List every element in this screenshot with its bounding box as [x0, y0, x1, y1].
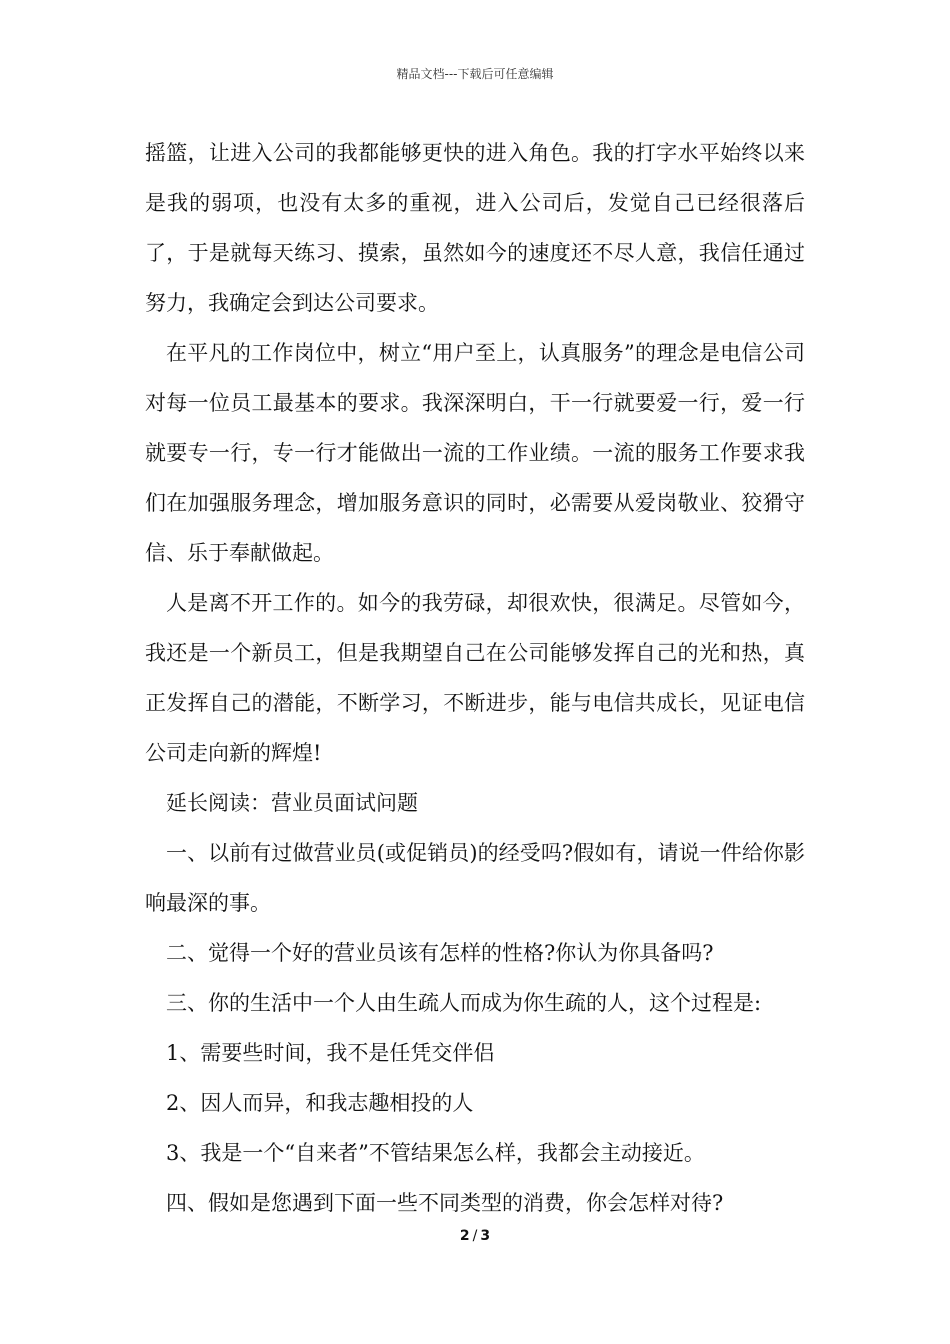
page-current: 2	[459, 1228, 470, 1244]
extended-reading-heading: 延长阅读：营业员面试问题	[166, 791, 418, 815]
question-4: 四、假如是您遇到下面一些不同类型的消费，你会怎样对待?	[166, 1191, 724, 1215]
header-text: 精品文档---下载后可任意编辑	[396, 67, 554, 81]
page-total: 3	[480, 1228, 491, 1244]
page-number	[0, 1226, 950, 1246]
paragraph-2: 在平凡的工作岗位中，树立“用户至上，认真服务”的理念是电信公司对每一位员工最基本的要求。我深深明白，干一行就要爱一行，爱一行就要专一行，专一行才能做出一流的工作业绩。一流的服务工作要求我们在加强服务理念，增加服务意识的同时，必需要从爱岗敬业、狡猾守信、乐于奉献做起。	[145, 341, 805, 565]
answer-option-1: 1、需要些时间，我不是任凭交伴侣	[166, 1041, 495, 1065]
answer-option-2: 2、因人而异，和我志趣相投的人	[166, 1091, 474, 1115]
paragraph-1: 摇篮，让进入公司的我都能够更快的进入角色。我的打字水平始终以来是我的弱项，也没有太多的重视，进入公司后，发觉自己已经很落后了，于是就每天练习、摸索，虽然如今的速度还不尽人意，我信任通过努力，我确定会到达公司要求。	[145, 141, 805, 315]
paragraph-3: 人是离不开工作的。如今的我劳碌，却很欢快，很满足。尽管如今，我还是一个新员工，但是我期望自己在公司能够发挥自己的光和热，真正发挥自己的潜能，不断学习，不断进步，能与电信共成长，见证电信公司走向新的辉煌!	[145, 591, 805, 765]
answer-option-3: 3、我是一个“自来者”不管结果怎么样，我都会主动接近。	[166, 1141, 705, 1165]
document-body	[145, 128, 805, 1228]
page-separator: /	[472, 1228, 478, 1244]
question-1: 一、以前有过做营业员(或促销员)的经受吗?假如有，请说一件给你影响最深的事。	[145, 841, 805, 915]
question-2: 二、觉得一个好的营业员该有怎样的性格?你认为你具备吗?	[166, 941, 714, 965]
page-header	[0, 66, 950, 82]
question-3: 三、你的生活中一个人由生疏人而成为你生疏的人，这个过程是:	[166, 991, 762, 1015]
